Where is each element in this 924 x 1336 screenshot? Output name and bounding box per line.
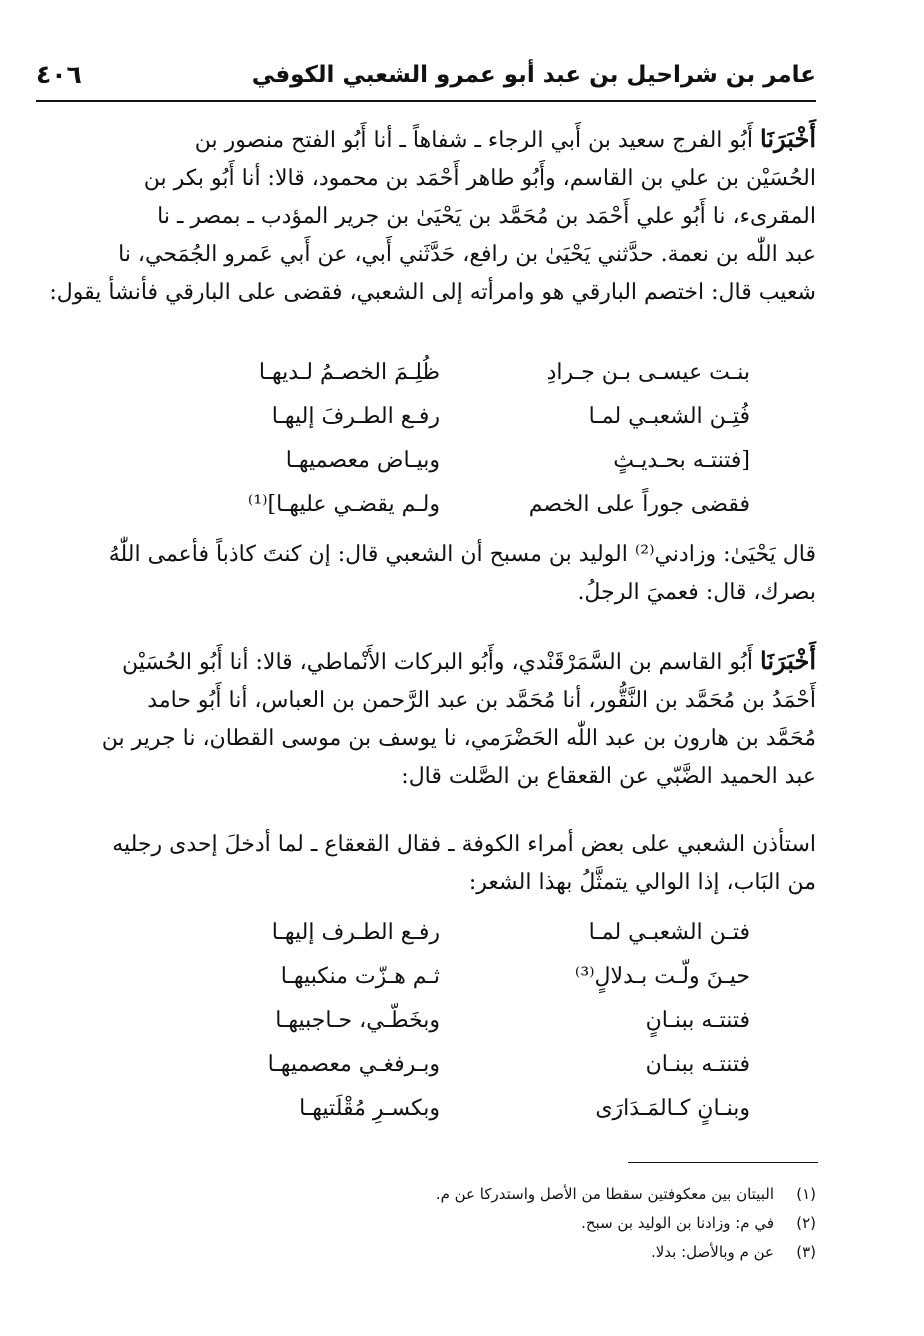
paragraph-line: بصرك، قال: فعميَ الرجلُ. (577, 580, 816, 605)
verse-second-hemistich: ثـم هـزّت منكبيهـا (280, 964, 440, 989)
footnote (300, 1180, 816, 1209)
verse-first-hemistich: [فتنتـه بحـديـثٍ (613, 448, 750, 473)
verse-row (150, 964, 750, 1008)
paragraph-line: مُحَمَّد بن هارون بن عبد اللّٰه الحَضْرَمي، نا يوسف بن موسى القطان، نا جرير بن (101, 726, 816, 751)
paragraph-line: عبد اللّٰه بن نعمة. حدَّثني يَحْيَىٰ بن رافع، حَدَّثَني أَبي، عن أَبي عَمرو الجُمَحي، نا (118, 242, 816, 267)
footnote-number: (١) (796, 1185, 816, 1203)
verse-second-hemistich: وبكسـرِ مُقْلَتيهـا (299, 1096, 440, 1121)
paragraph-line: استأذن الشعبي على بعض أمراء الكوفة ـ فقال القعقاع ـ لما أدخلَ إحدى رجليه (112, 832, 816, 857)
verse-row (150, 1096, 750, 1140)
paragraph-line: أَحْمَدُ بن مُحَمَّد بن النَّقُّور، أنا مُحَمَّد بن عبد الرَّحمن بن العباس، أنا أَبُو حامد (147, 688, 816, 713)
paragraph-line: شعيب قال: اختصم البارقي هو وامرأته إلى الشعبي، فقضى على البارقي فأنشأ يقول: (49, 280, 816, 305)
footnote (300, 1209, 816, 1238)
verse-row (150, 360, 750, 404)
verse-second-hemistich: رفـع الطـرفَ إليهـا (271, 404, 440, 429)
verse-row (150, 1052, 750, 1096)
footnote-text: عن م وبالأصل: بدلا. (650, 1243, 774, 1261)
verse-first-hemistich: حيـنَ ولّـت بـدلالٍ⁽³⁾ (574, 964, 750, 989)
paragraph-line: أَخْبَرَنَا أَبُو الفرج سعيد بن أَبي الرجاء ـ شفاهاً ـ أنا أَبُو الفتح منصور بن (194, 124, 816, 153)
footnote (300, 1238, 816, 1267)
keyword-akhbarana: أَخْبَرَنَا (760, 646, 816, 675)
verse-first-hemistich: فقضى جوراً على الخصم (528, 492, 750, 517)
page-number: ٤٠٦ (36, 60, 82, 89)
paragraph-line: عبد الحميد الضَّبّي عن القعقاع بن الصَّلت قال: (401, 764, 816, 789)
header-title: عامر بن شراحيل بن عبد أبو عمرو الشعبي الكوفي (251, 62, 816, 88)
paragraph-1 (36, 120, 816, 312)
verse-first-hemistich: فتنتـه ببنـان (645, 1052, 750, 1077)
verse-row (150, 920, 750, 964)
paragraph-line: أَخْبَرَنَا أَبُو القاسم بن السَّمَرْقَنْدي، وأَبُو البركات الأَنْماطي، قالا: أنا أَبُو الحُسَيْن (121, 646, 816, 675)
verse-row (150, 448, 750, 492)
verse-second-hemistich: وبيـاض معصميهـا (285, 448, 440, 473)
paragraph-2 (36, 536, 816, 612)
verse-row (150, 492, 750, 536)
footnote-number: (٢) (796, 1214, 816, 1232)
paragraph-line: المقرىء، نا أَبُو علي أَحْمَد بن مُحَمَّد بن يَحْيَىٰ بن جرير المؤدب ـ بمصر ـ نا (157, 204, 816, 229)
footnote-text: في م: وزادنا بن الوليد بن سبح. (581, 1214, 774, 1232)
footnote-number: (٣) (796, 1243, 816, 1261)
paragraph-line: قال يَحْيَىٰ: وزادني⁽²⁾ الوليد بن مسبح أن الشعبي قال: إن كنتَ كاذباً فأعمى اللّٰهُ (108, 542, 816, 567)
paragraph-4 (36, 826, 816, 902)
paragraph-line: من البَاب، إذا الوالي يتمثَّلُ بهذا الشعر: (468, 870, 816, 895)
footnotes (300, 1180, 816, 1267)
paragraph-3 (36, 642, 816, 796)
paragraph-line: الحُسَيْن بن علي بن القاسم، وأَبُو طاهر أَحْمَد بن محمود، قالا: أنا أَبُو بكر بن (143, 166, 816, 191)
poem-1 (150, 360, 750, 536)
poem-2 (150, 920, 750, 1140)
keyword-akhbarana: أَخْبَرَنَا (760, 124, 816, 153)
verse-second-hemistich: وبخَطّـي، حـاجبيهـا (275, 1008, 440, 1033)
running-header (36, 60, 816, 102)
verse-first-hemistich: فتـن الشعبـي لمـا (588, 920, 750, 945)
verse-row (150, 404, 750, 448)
verse-second-hemistich: وبـرفغـي معصميهـا (267, 1052, 440, 1077)
verse-second-hemistich: رفـع الطـرف إليهـا (271, 920, 440, 945)
verse-first-hemistich: فتنتـه ببنـانٍ (645, 1008, 750, 1033)
verse-second-hemistich: ولـم يقضـي عليهـا]⁽¹⁾ (247, 492, 440, 517)
verse-second-hemistich: ظُلِـمَ الخصـمُ لـديهـا (258, 360, 440, 385)
verse-row (150, 1008, 750, 1052)
verse-first-hemistich: بنـت عيسـى بـن جـرادِ (546, 360, 750, 385)
verse-first-hemistich: وبنـانٍ كـالمَـدَارَى (595, 1096, 750, 1121)
footnote-text: البيتان بين معكوفتين سقطا من الأصل واستدركا عن م. (435, 1185, 774, 1203)
verse-first-hemistich: فُتِـن الشعبـي لمـا (588, 404, 750, 429)
footnote-separator (628, 1162, 818, 1163)
